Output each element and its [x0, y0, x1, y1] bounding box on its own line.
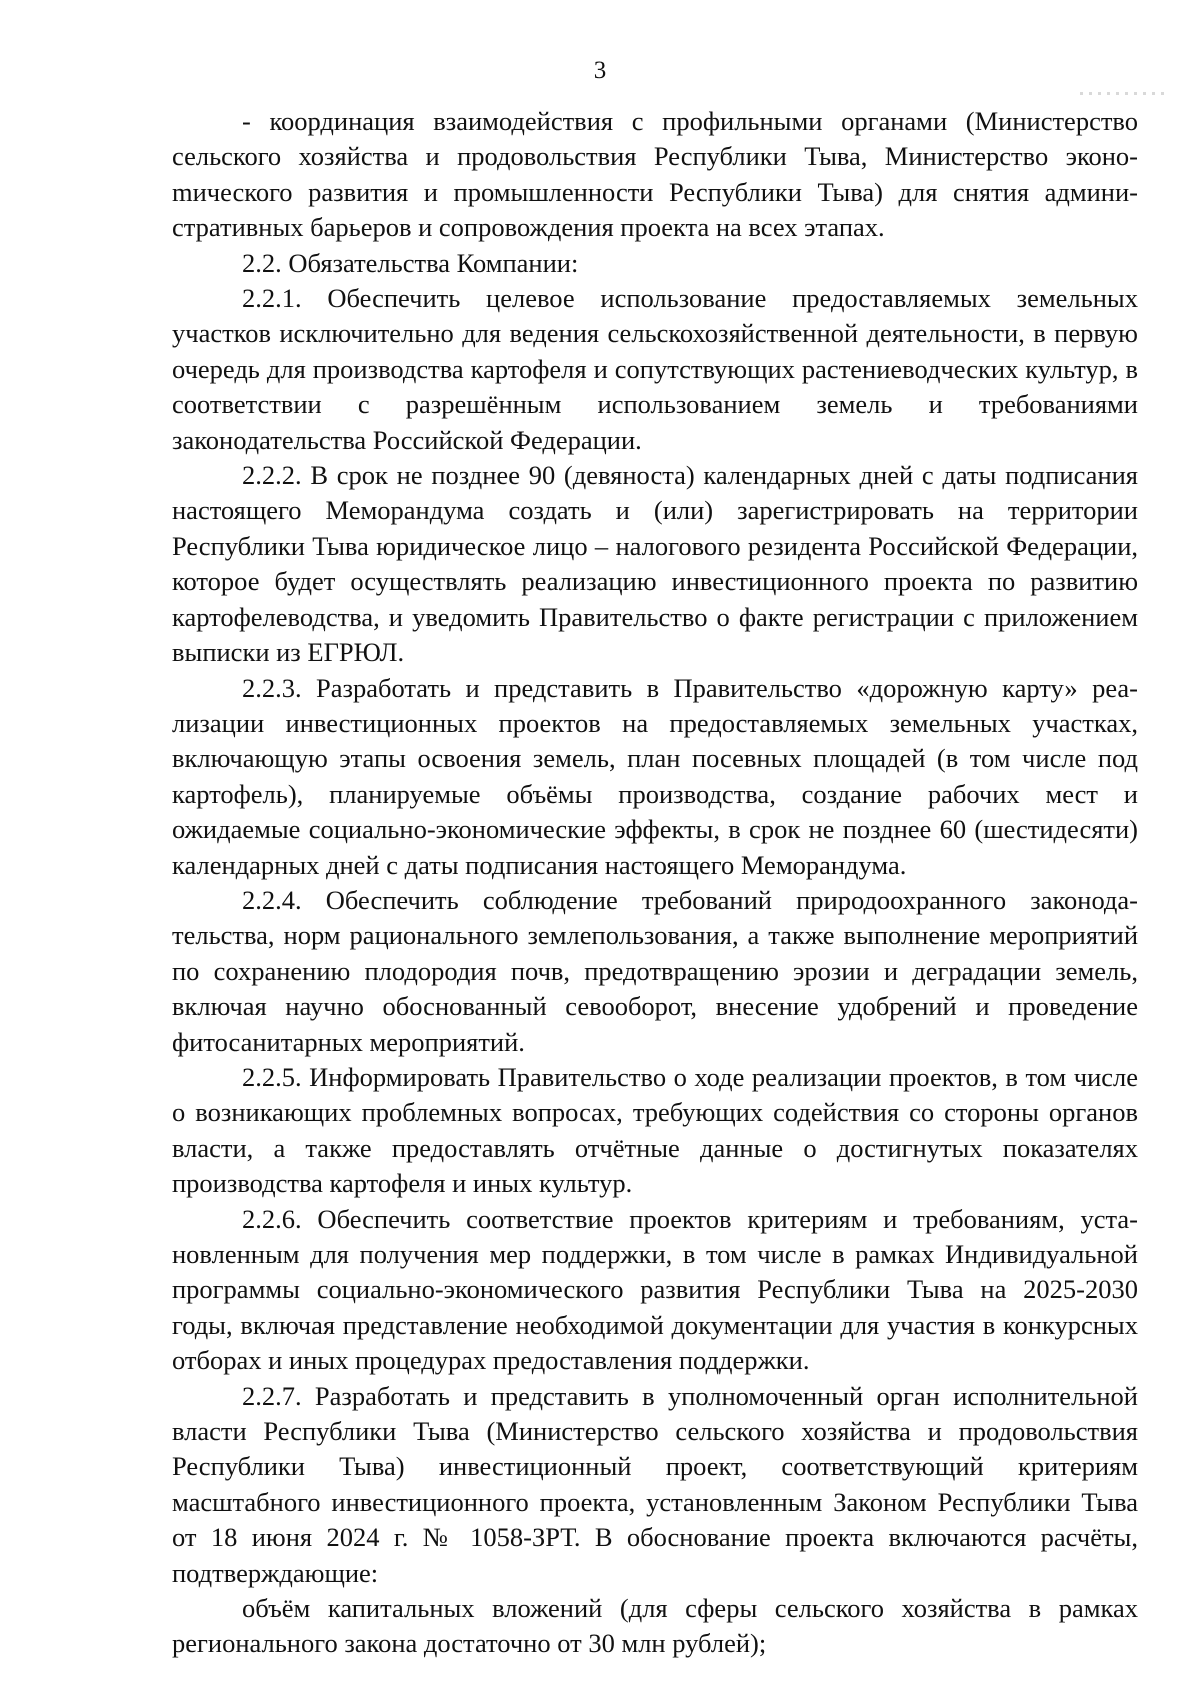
section-heading-company-obligations: 2.2. Обязательства Компании: [242, 247, 579, 278]
paragraph-2-2-2: 2.2.2. В срок не позднее 90 (девяноста) календарных дней с даты подписания настоящего Меморандума создать и (или) зарегистрировать на территории Республики Тыва юридическое лицо – налогового резидента Российской Федерации, которое будет осуществлять реализацию инвестиционного проекта по развитию картофелеводства, и уведомить Правительство о факте регистрации с приложением выписки из ЕГРЮЛ. [172, 460, 1138, 668]
document-body [172, 104, 1138, 1662]
scan-artifact [1080, 92, 1170, 95]
paragraph-2-2-6: 2.2.6. Обеспечить соответствие проектов критериям и требованиям, установленным для получения мер поддержки, в том числе в рамках Индивидуальной программы социально-экономического развития Республики Тыва на 2025-2030 годы, включая представление необходимой документации для участия в конкурсных отборах и иных процедурах предоставления поддержки. [172, 1203, 1138, 1376]
paragraph-coordination: - координация взаимодействия с профильными органами (Министерство сельского хозяйства и продовольствия Республики Тыва, Министерство эконоmического развития и промышленности Республики Тыва) для снятия административных барьеров и сопровождения проекта на всех этапах. [172, 106, 1138, 243]
page-number: 3 [593, 57, 607, 84]
paragraph-2-2-4: 2.2.4. Обеспечить соблюдение требований природоохранного законодательства, норм рационального землепользования, а также выполнение мероприятий по сохранению плодородия почв, предотвращению эрозии и деградации земель, включая научно обоснованный севооборот, внесение удобрений и проведение фитосанитарных мероприятий. [172, 884, 1138, 1057]
paragraph-2-2-5: 2.2.5. Информировать Правительство о ходе реализации проектов, в том числе о возникающих проблемных вопросах, требующих содействия со стороны органов власти, а также предоставлять отчётные данные о достигнутых показателях производства картофеля и иных культур. [172, 1061, 1138, 1199]
paragraph-2-2-3: 2.2.3. Разработать и представить в Правительство «дорожную карту» реализации инвестиционных проектов на предоставляемых земельных участках, включающую этапы освоения земель, план посевных площадей (в том числе под картофель), планируемые объёмы производства, создание рабочих мест и ожидаемые социально-экономические эффекты, в срок не позднее 60 (шестидесяти) календарных дней с даты подписания настоящего Меморандума. [172, 672, 1138, 880]
paragraph-capital-investment: объём капитальных вложений (для сферы сельского хозяйства в рамках регионального закона достаточно от 30 млн рублей); [172, 1593, 1138, 1659]
paragraph-2-2-1: 2.2.1. Обеспечить целевое использование предоставляемых земельных участков исключительно для ведения сельскохозяйственной деятельности, в первую очередь для производства картофеля и сопутствующих растениеводческих культур, в соответствии с разрешённым использованием земель и требованиями законодательства Российской Федерации. [172, 283, 1138, 455]
paragraph-2-2-7: 2.2.7. Разработать и представить в уполномоченный орган исполнительной власти Республики Тыва (Министерство сельского хозяйства и продовольствия Республики Тыва) инвестиционный проект, соответствующий критериям масштабного инвестиционного проекта, установленным Законом Республики Тыва от 18 июня 2024 г. № 1058-ЗРТ. В обоснование проекта включаются расчёты, подтверждающие: [172, 1380, 1138, 1588]
